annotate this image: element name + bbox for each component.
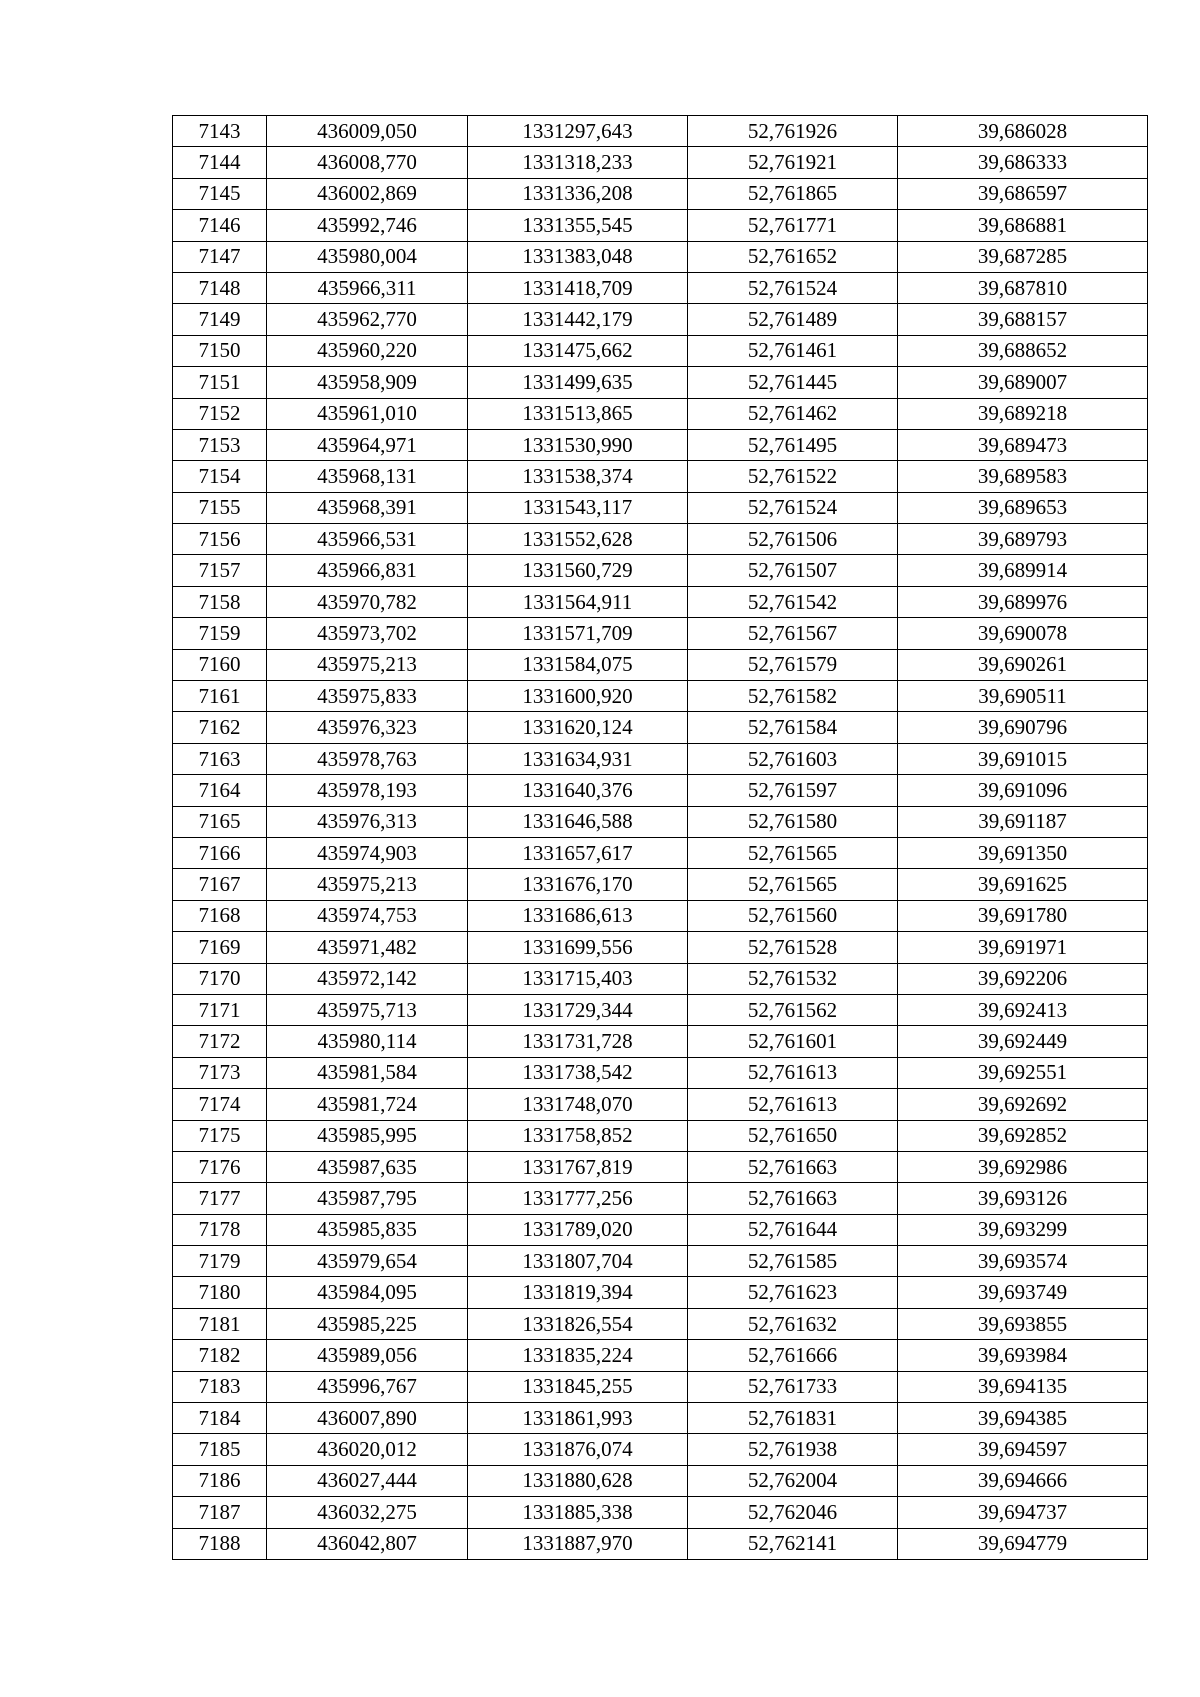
y-coordinate-cell: 1331584,075	[468, 649, 688, 680]
point-number-cell: 7178	[173, 1214, 267, 1245]
latitude-cell: 52,761507	[688, 555, 898, 586]
table-row	[173, 178, 1148, 209]
longitude-cell: 39,692206	[898, 963, 1148, 994]
x-coordinate-cell: 436032,275	[267, 1497, 468, 1528]
table-row	[173, 1434, 1148, 1465]
y-coordinate-cell: 1331552,628	[468, 524, 688, 555]
longitude-cell: 39,692986	[898, 1151, 1148, 1182]
table-row	[173, 681, 1148, 712]
point-number-cell: 7145	[173, 178, 267, 209]
point-number-cell: 7150	[173, 335, 267, 366]
point-number-cell: 7143	[173, 116, 267, 147]
longitude-cell: 39,690078	[898, 618, 1148, 649]
latitude-cell: 52,761532	[688, 963, 898, 994]
table-row	[173, 272, 1148, 303]
table-row	[173, 524, 1148, 555]
y-coordinate-cell: 1331564,911	[468, 586, 688, 617]
point-number-cell: 7161	[173, 681, 267, 712]
x-coordinate-cell: 435987,635	[267, 1151, 468, 1182]
y-coordinate-cell: 1331748,070	[468, 1089, 688, 1120]
longitude-cell: 39,692449	[898, 1026, 1148, 1057]
coordinates-table-body	[173, 116, 1148, 1560]
y-coordinate-cell: 1331383,048	[468, 241, 688, 272]
x-coordinate-cell: 435984,095	[267, 1277, 468, 1308]
latitude-cell: 52,761528	[688, 932, 898, 963]
point-number-cell: 7180	[173, 1277, 267, 1308]
y-coordinate-cell: 1331807,704	[468, 1246, 688, 1277]
y-coordinate-cell: 1331885,338	[468, 1497, 688, 1528]
latitude-cell: 52,761623	[688, 1277, 898, 1308]
table-row	[173, 1183, 1148, 1214]
longitude-cell: 39,690796	[898, 712, 1148, 743]
table-row	[173, 1497, 1148, 1528]
longitude-cell: 39,692852	[898, 1120, 1148, 1151]
latitude-cell: 52,761652	[688, 241, 898, 272]
x-coordinate-cell: 436002,869	[267, 178, 468, 209]
longitude-cell: 39,693126	[898, 1183, 1148, 1214]
y-coordinate-cell: 1331418,709	[468, 272, 688, 303]
table-row	[173, 492, 1148, 523]
latitude-cell: 52,761562	[688, 994, 898, 1025]
latitude-cell: 52,761565	[688, 869, 898, 900]
point-number-cell: 7162	[173, 712, 267, 743]
x-coordinate-cell: 435966,831	[267, 555, 468, 586]
point-number-cell: 7166	[173, 837, 267, 868]
longitude-cell: 39,686028	[898, 116, 1148, 147]
point-number-cell: 7181	[173, 1308, 267, 1339]
point-number-cell: 7176	[173, 1151, 267, 1182]
point-number-cell: 7156	[173, 524, 267, 555]
latitude-cell: 52,761524	[688, 492, 898, 523]
x-coordinate-cell: 435978,193	[267, 775, 468, 806]
x-coordinate-cell: 435973,702	[267, 618, 468, 649]
longitude-cell: 39,693984	[898, 1340, 1148, 1371]
x-coordinate-cell: 435966,311	[267, 272, 468, 303]
point-number-cell: 7148	[173, 272, 267, 303]
x-coordinate-cell: 435992,746	[267, 210, 468, 241]
latitude-cell: 52,761522	[688, 461, 898, 492]
x-coordinate-cell: 435981,584	[267, 1057, 468, 1088]
x-coordinate-cell: 435958,909	[267, 367, 468, 398]
x-coordinate-cell: 435976,313	[267, 806, 468, 837]
point-number-cell: 7175	[173, 1120, 267, 1151]
table-row	[173, 461, 1148, 492]
table-row	[173, 963, 1148, 994]
y-coordinate-cell: 1331499,635	[468, 367, 688, 398]
point-number-cell: 7185	[173, 1434, 267, 1465]
point-number-cell: 7154	[173, 461, 267, 492]
y-coordinate-cell: 1331729,344	[468, 994, 688, 1025]
longitude-cell: 39,688652	[898, 335, 1148, 366]
y-coordinate-cell: 1331634,931	[468, 743, 688, 774]
point-number-cell: 7159	[173, 618, 267, 649]
x-coordinate-cell: 436027,444	[267, 1465, 468, 1496]
longitude-cell: 39,694135	[898, 1371, 1148, 1402]
point-number-cell: 7169	[173, 932, 267, 963]
x-coordinate-cell: 435980,114	[267, 1026, 468, 1057]
y-coordinate-cell: 1331767,819	[468, 1151, 688, 1182]
x-coordinate-cell: 436009,050	[267, 116, 468, 147]
latitude-cell: 52,761663	[688, 1151, 898, 1182]
table-row	[173, 241, 1148, 272]
table-row	[173, 1528, 1148, 1559]
x-coordinate-cell: 435974,753	[267, 900, 468, 931]
latitude-cell: 52,761597	[688, 775, 898, 806]
y-coordinate-cell: 1331758,852	[468, 1120, 688, 1151]
table-row	[173, 743, 1148, 774]
x-coordinate-cell: 435980,004	[267, 241, 468, 272]
x-coordinate-cell: 436008,770	[267, 147, 468, 178]
longitude-cell: 39,691096	[898, 775, 1148, 806]
coordinates-table	[172, 115, 1148, 1560]
latitude-cell: 52,761733	[688, 1371, 898, 1402]
latitude-cell: 52,761938	[688, 1434, 898, 1465]
x-coordinate-cell: 435989,056	[267, 1340, 468, 1371]
point-number-cell: 7153	[173, 429, 267, 460]
y-coordinate-cell: 1331887,970	[468, 1528, 688, 1559]
longitude-cell: 39,694737	[898, 1497, 1148, 1528]
latitude-cell: 52,761603	[688, 743, 898, 774]
latitude-cell: 52,761921	[688, 147, 898, 178]
table-row	[173, 1214, 1148, 1245]
x-coordinate-cell: 436042,807	[267, 1528, 468, 1559]
x-coordinate-cell: 435966,531	[267, 524, 468, 555]
x-coordinate-cell: 435985,995	[267, 1120, 468, 1151]
latitude-cell: 52,761582	[688, 681, 898, 712]
y-coordinate-cell: 1331789,020	[468, 1214, 688, 1245]
longitude-cell: 39,691625	[898, 869, 1148, 900]
table-row	[173, 367, 1148, 398]
longitude-cell: 39,691780	[898, 900, 1148, 931]
y-coordinate-cell: 1331715,403	[468, 963, 688, 994]
latitude-cell: 52,761601	[688, 1026, 898, 1057]
table-row	[173, 586, 1148, 617]
longitude-cell: 39,693855	[898, 1308, 1148, 1339]
longitude-cell: 39,687810	[898, 272, 1148, 303]
point-number-cell: 7164	[173, 775, 267, 806]
x-coordinate-cell: 435968,131	[267, 461, 468, 492]
longitude-cell: 39,689976	[898, 586, 1148, 617]
table-row	[173, 1277, 1148, 1308]
table-row	[173, 304, 1148, 335]
x-coordinate-cell: 435996,767	[267, 1371, 468, 1402]
point-number-cell: 7170	[173, 963, 267, 994]
point-number-cell: 7179	[173, 1246, 267, 1277]
latitude-cell: 52,761644	[688, 1214, 898, 1245]
y-coordinate-cell: 1331530,990	[468, 429, 688, 460]
table-row	[173, 1308, 1148, 1339]
longitude-cell: 39,686881	[898, 210, 1148, 241]
latitude-cell: 52,762141	[688, 1528, 898, 1559]
longitude-cell: 39,692551	[898, 1057, 1148, 1088]
point-number-cell: 7146	[173, 210, 267, 241]
table-row	[173, 1246, 1148, 1277]
longitude-cell: 39,691015	[898, 743, 1148, 774]
table-row	[173, 775, 1148, 806]
latitude-cell: 52,761542	[688, 586, 898, 617]
longitude-cell: 39,686597	[898, 178, 1148, 209]
point-number-cell: 7168	[173, 900, 267, 931]
y-coordinate-cell: 1331676,170	[468, 869, 688, 900]
longitude-cell: 39,690261	[898, 649, 1148, 680]
point-number-cell: 7173	[173, 1057, 267, 1088]
latitude-cell: 52,761565	[688, 837, 898, 868]
longitude-cell: 39,694597	[898, 1434, 1148, 1465]
x-coordinate-cell: 435962,770	[267, 304, 468, 335]
latitude-cell: 52,762046	[688, 1497, 898, 1528]
longitude-cell: 39,686333	[898, 147, 1148, 178]
y-coordinate-cell: 1331297,643	[468, 116, 688, 147]
table-row	[173, 555, 1148, 586]
point-number-cell: 7155	[173, 492, 267, 523]
latitude-cell: 52,761650	[688, 1120, 898, 1151]
y-coordinate-cell: 1331876,074	[468, 1434, 688, 1465]
latitude-cell: 52,761579	[688, 649, 898, 680]
point-number-cell: 7160	[173, 649, 267, 680]
table-row	[173, 1120, 1148, 1151]
table-row	[173, 806, 1148, 837]
y-coordinate-cell: 1331657,617	[468, 837, 688, 868]
latitude-cell: 52,761584	[688, 712, 898, 743]
point-number-cell: 7147	[173, 241, 267, 272]
x-coordinate-cell: 435979,654	[267, 1246, 468, 1277]
point-number-cell: 7184	[173, 1403, 267, 1434]
x-coordinate-cell: 435972,142	[267, 963, 468, 994]
y-coordinate-cell: 1331686,613	[468, 900, 688, 931]
y-coordinate-cell: 1331738,542	[468, 1057, 688, 1088]
x-coordinate-cell: 435985,225	[267, 1308, 468, 1339]
table-row	[173, 869, 1148, 900]
point-number-cell: 7158	[173, 586, 267, 617]
table-row	[173, 1089, 1148, 1120]
table-row	[173, 932, 1148, 963]
latitude-cell: 52,761926	[688, 116, 898, 147]
latitude-cell: 52,761524	[688, 272, 898, 303]
y-coordinate-cell: 1331699,556	[468, 932, 688, 963]
point-number-cell: 7165	[173, 806, 267, 837]
table-row	[173, 712, 1148, 743]
point-number-cell: 7188	[173, 1528, 267, 1559]
x-coordinate-cell: 435975,213	[267, 649, 468, 680]
point-number-cell: 7167	[173, 869, 267, 900]
longitude-cell: 39,690511	[898, 681, 1148, 712]
table-row	[173, 116, 1148, 147]
longitude-cell: 39,687285	[898, 241, 1148, 272]
y-coordinate-cell: 1331620,124	[468, 712, 688, 743]
y-coordinate-cell: 1331880,628	[468, 1465, 688, 1496]
point-number-cell: 7171	[173, 994, 267, 1025]
y-coordinate-cell: 1331475,662	[468, 335, 688, 366]
table-row	[173, 837, 1148, 868]
y-coordinate-cell: 1331513,865	[468, 398, 688, 429]
latitude-cell: 52,761666	[688, 1340, 898, 1371]
y-coordinate-cell: 1331731,728	[468, 1026, 688, 1057]
point-number-cell: 7172	[173, 1026, 267, 1057]
x-coordinate-cell: 435970,782	[267, 586, 468, 617]
longitude-cell: 39,692692	[898, 1089, 1148, 1120]
longitude-cell: 39,689914	[898, 555, 1148, 586]
point-number-cell: 7157	[173, 555, 267, 586]
y-coordinate-cell: 1331571,709	[468, 618, 688, 649]
x-coordinate-cell: 436007,890	[267, 1403, 468, 1434]
latitude-cell: 52,761663	[688, 1183, 898, 1214]
x-coordinate-cell: 435987,795	[267, 1183, 468, 1214]
x-coordinate-cell: 435971,482	[267, 932, 468, 963]
table-row	[173, 1403, 1148, 1434]
longitude-cell: 39,689218	[898, 398, 1148, 429]
x-coordinate-cell: 435985,835	[267, 1214, 468, 1245]
y-coordinate-cell: 1331845,255	[468, 1371, 688, 1402]
point-number-cell: 7151	[173, 367, 267, 398]
table-row	[173, 649, 1148, 680]
y-coordinate-cell: 1331826,554	[468, 1308, 688, 1339]
longitude-cell: 39,691971	[898, 932, 1148, 963]
longitude-cell: 39,689793	[898, 524, 1148, 555]
longitude-cell: 39,693749	[898, 1277, 1148, 1308]
longitude-cell: 39,689583	[898, 461, 1148, 492]
y-coordinate-cell: 1331560,729	[468, 555, 688, 586]
table-row	[173, 210, 1148, 241]
latitude-cell: 52,761831	[688, 1403, 898, 1434]
table-row	[173, 1026, 1148, 1057]
latitude-cell: 52,761462	[688, 398, 898, 429]
longitude-cell: 39,691187	[898, 806, 1148, 837]
x-coordinate-cell: 435964,971	[267, 429, 468, 460]
point-number-cell: 7183	[173, 1371, 267, 1402]
latitude-cell: 52,761445	[688, 367, 898, 398]
point-number-cell: 7163	[173, 743, 267, 774]
x-coordinate-cell: 436020,012	[267, 1434, 468, 1465]
longitude-cell: 39,691350	[898, 837, 1148, 868]
y-coordinate-cell: 1331646,588	[468, 806, 688, 837]
y-coordinate-cell: 1331318,233	[468, 147, 688, 178]
y-coordinate-cell: 1331640,376	[468, 775, 688, 806]
point-number-cell: 7187	[173, 1497, 267, 1528]
y-coordinate-cell: 1331442,179	[468, 304, 688, 335]
table-row	[173, 618, 1148, 649]
point-number-cell: 7186	[173, 1465, 267, 1496]
table-row	[173, 398, 1148, 429]
x-coordinate-cell: 435978,763	[267, 743, 468, 774]
latitude-cell: 52,761495	[688, 429, 898, 460]
table-row	[173, 335, 1148, 366]
x-coordinate-cell: 435974,903	[267, 837, 468, 868]
latitude-cell: 52,761865	[688, 178, 898, 209]
point-number-cell: 7144	[173, 147, 267, 178]
latitude-cell: 52,761506	[688, 524, 898, 555]
y-coordinate-cell: 1331819,394	[468, 1277, 688, 1308]
y-coordinate-cell: 1331861,993	[468, 1403, 688, 1434]
longitude-cell: 39,689473	[898, 429, 1148, 460]
latitude-cell: 52,761489	[688, 304, 898, 335]
x-coordinate-cell: 435961,010	[267, 398, 468, 429]
table-row	[173, 429, 1148, 460]
longitude-cell: 39,689653	[898, 492, 1148, 523]
point-number-cell: 7174	[173, 1089, 267, 1120]
x-coordinate-cell: 435960,220	[267, 335, 468, 366]
y-coordinate-cell: 1331538,374	[468, 461, 688, 492]
table-row	[173, 1340, 1148, 1371]
table-row	[173, 1371, 1148, 1402]
table-row	[173, 147, 1148, 178]
point-number-cell: 7182	[173, 1340, 267, 1371]
table-row	[173, 994, 1148, 1025]
latitude-cell: 52,761613	[688, 1089, 898, 1120]
x-coordinate-cell: 435976,323	[267, 712, 468, 743]
table-row	[173, 1057, 1148, 1088]
longitude-cell: 39,694385	[898, 1403, 1148, 1434]
y-coordinate-cell: 1331835,224	[468, 1340, 688, 1371]
point-number-cell: 7152	[173, 398, 267, 429]
latitude-cell: 52,761613	[688, 1057, 898, 1088]
latitude-cell: 52,761580	[688, 806, 898, 837]
latitude-cell: 52,762004	[688, 1465, 898, 1496]
latitude-cell: 52,761560	[688, 900, 898, 931]
latitude-cell: 52,761585	[688, 1246, 898, 1277]
point-number-cell: 7177	[173, 1183, 267, 1214]
y-coordinate-cell: 1331777,256	[468, 1183, 688, 1214]
latitude-cell: 52,761461	[688, 335, 898, 366]
y-coordinate-cell: 1331543,117	[468, 492, 688, 523]
y-coordinate-cell: 1331355,545	[468, 210, 688, 241]
longitude-cell: 39,693299	[898, 1214, 1148, 1245]
x-coordinate-cell: 435968,391	[267, 492, 468, 523]
point-number-cell: 7149	[173, 304, 267, 335]
latitude-cell: 52,761771	[688, 210, 898, 241]
y-coordinate-cell: 1331600,920	[468, 681, 688, 712]
longitude-cell: 39,692413	[898, 994, 1148, 1025]
longitude-cell: 39,694779	[898, 1528, 1148, 1559]
latitude-cell: 52,761567	[688, 618, 898, 649]
x-coordinate-cell: 435975,833	[267, 681, 468, 712]
table-row	[173, 900, 1148, 931]
longitude-cell: 39,688157	[898, 304, 1148, 335]
longitude-cell: 39,693574	[898, 1246, 1148, 1277]
x-coordinate-cell: 435975,713	[267, 994, 468, 1025]
latitude-cell: 52,761632	[688, 1308, 898, 1339]
longitude-cell: 39,694666	[898, 1465, 1148, 1496]
y-coordinate-cell: 1331336,208	[468, 178, 688, 209]
x-coordinate-cell: 435975,213	[267, 869, 468, 900]
table-row	[173, 1465, 1148, 1496]
x-coordinate-cell: 435981,724	[267, 1089, 468, 1120]
longitude-cell: 39,689007	[898, 367, 1148, 398]
table-row	[173, 1151, 1148, 1182]
